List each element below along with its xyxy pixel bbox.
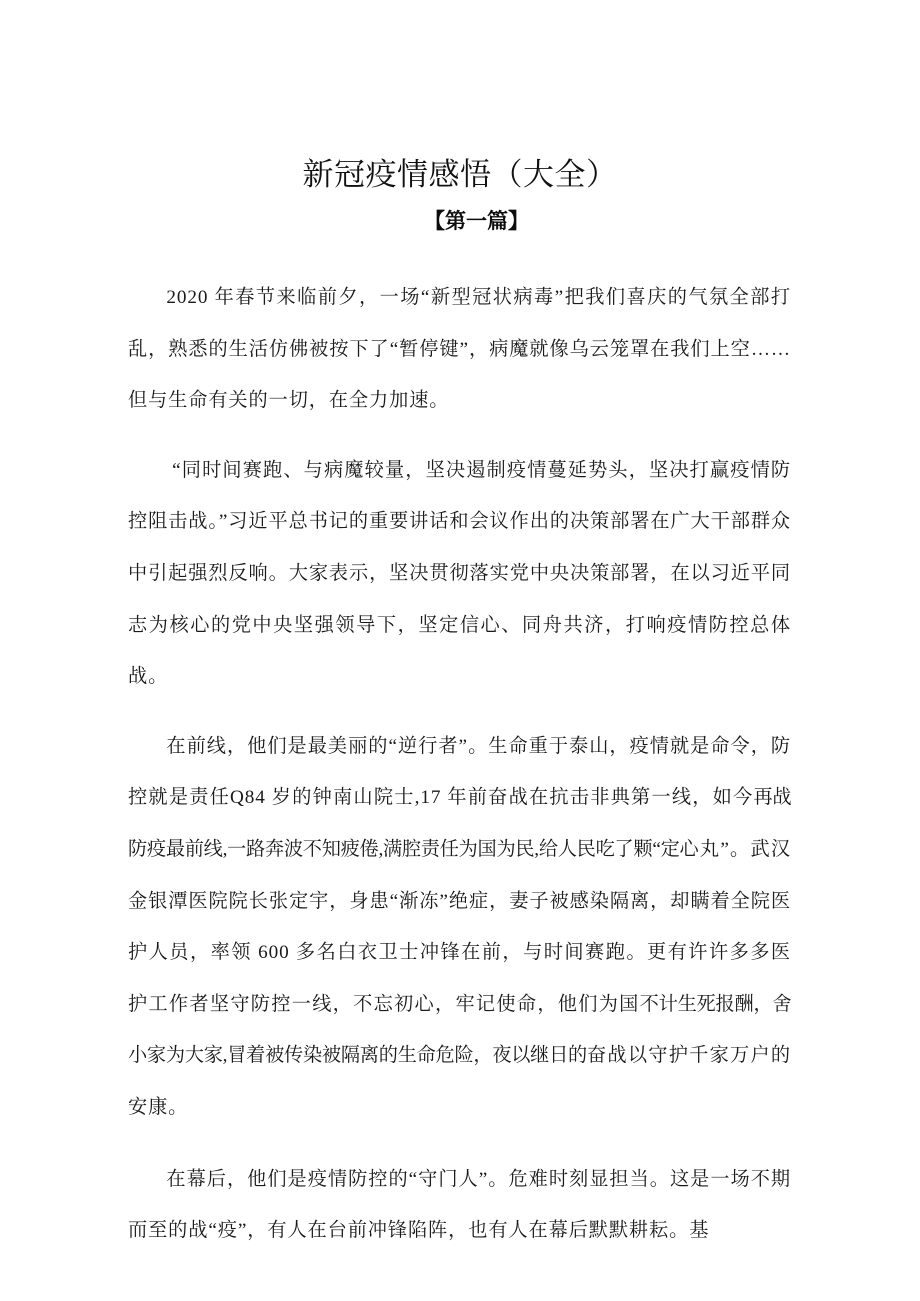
paragraph-1: 2020 年春节来临前夕，一场“新型冠状病毒”把我们喜庆的气氛全部打乱，熟悉的生活仿佛被按下了“暂停键”，病魔就像乌云笼罩在我们上空……但与生命有关的一切，在全力加速。	[128, 287, 791, 412]
paragraph-3-tight-run-b: 不计生死报酬，舍小家为大家,冒着被传染被隔离的生命危险，夜以继日的	[128, 993, 792, 1067]
paragraph-3-tight-run-a: 再战防疫最前线,一路奔波不知疲倦,满腔责任为国为民,给人民吃了颗“定	[128, 787, 791, 860]
paragraph-3-mid: 心丸”。武汉金银潭医院院长张定宇，身患“渐冻”绝症，妻子被感染隔离，却瞒着全院医护人员，率领 600 多名白衣卫士冲锋在前，与时间赛跑。更有许许多多医护工作者坚守防控一线，不忘初心，牢记使命，他们为国	[128, 838, 791, 1015]
paragraph-2: “同时间赛跑、与病魔较量，坚决遏制疫情蔓延势头，坚决打赢疫情防控阻击战。”习近平总书记的重要讲话和会议作出的决策部署在广大干部群众中引起强烈反响。大家表示，坚决贯彻落实党中央决策部署，在以习近平同志为核心的党中央坚强领导下，坚定信心、同舟共济，打响疫情防控总体战。	[128, 459, 791, 688]
document-body	[128, 272, 791, 1257]
paragraph-3-lead: 在前线，他们是最美丽的“逆行者”。生命重于泰山，疫情就是命令，防控就是责任Q84 岁的钟南山院士,17 年前奋战在抗击非典第一线，如今	[128, 735, 791, 809]
paragraph-4: 在幕后，他们是疫情防控的“守门人”。危难时刻显担当。这是一场不期而至的战“疫”，有人在台前冲锋陷阵，也有人在幕后默默耕耘。基	[128, 1168, 791, 1242]
paragraph-3	[128, 721, 791, 1134]
page-title: 新冠疫情感悟（大全）	[302, 156, 618, 192]
paragraph-3-tail: 奋战以守护千家万户的安康。	[128, 1045, 792, 1118]
section-heading: 【第一篇】	[424, 209, 529, 233]
